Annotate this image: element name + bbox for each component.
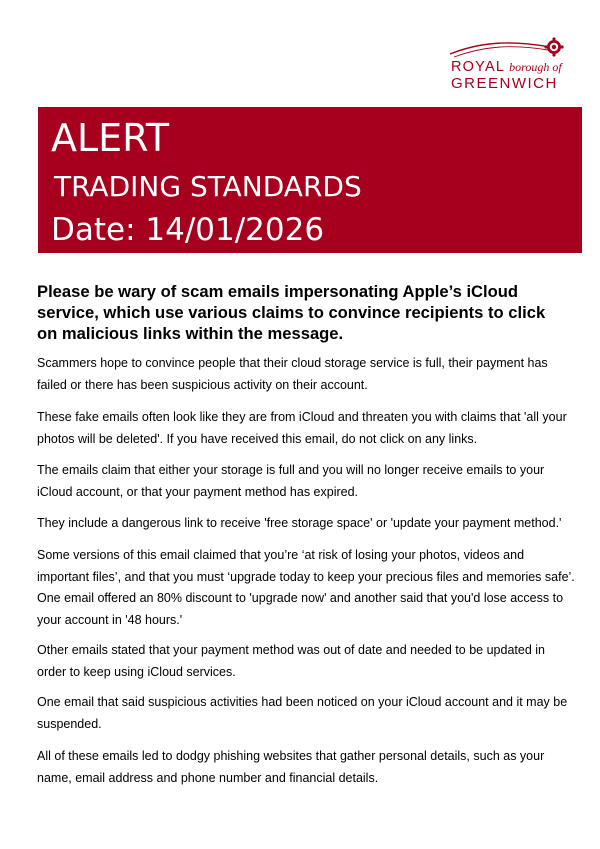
body-paragraph-8: All of these emails led to dodgy phishing websites that gather personal details, such as your name, email address and phone number and financial details. xyxy=(37,749,545,785)
body-paragraph-6: Other emails stated that your payment method was out of date and needed to be updated in order to keep using iCloud services. xyxy=(37,643,545,679)
body-paragraph-3: The emails claim that either your storage is full and you will no longer receive emails to your iCloud account, or that your payment method has expired. xyxy=(37,463,545,499)
body-paragraph-2: These fake emails often look like they are from iCloud and threaten you with claims that 'all your photos will be deleted'. If you have received this email, do not click on any links. xyxy=(37,410,567,446)
banner-date: Date: 14/01/2026 xyxy=(51,212,325,248)
royal-greenwich-logo xyxy=(440,34,572,96)
logo-greenwich-text: GREENWICH xyxy=(451,75,558,92)
lead-paragraph: Please be wary of scam emails impersonating Apple’s iCloud service, which use various claims to convince recipients to click on malicious links within the message. xyxy=(37,282,546,343)
banner-alert-title: ALERT xyxy=(51,116,170,160)
logo-borough-text: borough of xyxy=(509,60,562,74)
body-paragraph-1: Scammers hope to convince people that their cloud storage service is full, their payment has failed or there has been suspicious activity on their account. xyxy=(37,356,548,392)
body-paragraph-4: They include a dangerous link to receive 'free storage space' or 'update your payment method.' xyxy=(37,516,562,530)
body-paragraph-7: One email that said suspicious activities had been noticed on your iCloud account and it may be suspended. xyxy=(37,695,568,731)
alert-banner xyxy=(38,107,582,253)
body-paragraph-5: Some versions of this email claimed that you’re ‘at risk of losing your photos, videos and important files’, and that you must ‘upgrade today to keep your precious files and memories safe’. One email offered an 80% discount to 'upgrade now' and another said that you'd lose access to your account in '48 hours.' xyxy=(37,548,575,627)
crest-icon xyxy=(440,34,572,62)
logo-royal-text: ROYAL xyxy=(451,59,506,75)
banner-subtitle: TRADING STANDARDS xyxy=(54,170,362,203)
